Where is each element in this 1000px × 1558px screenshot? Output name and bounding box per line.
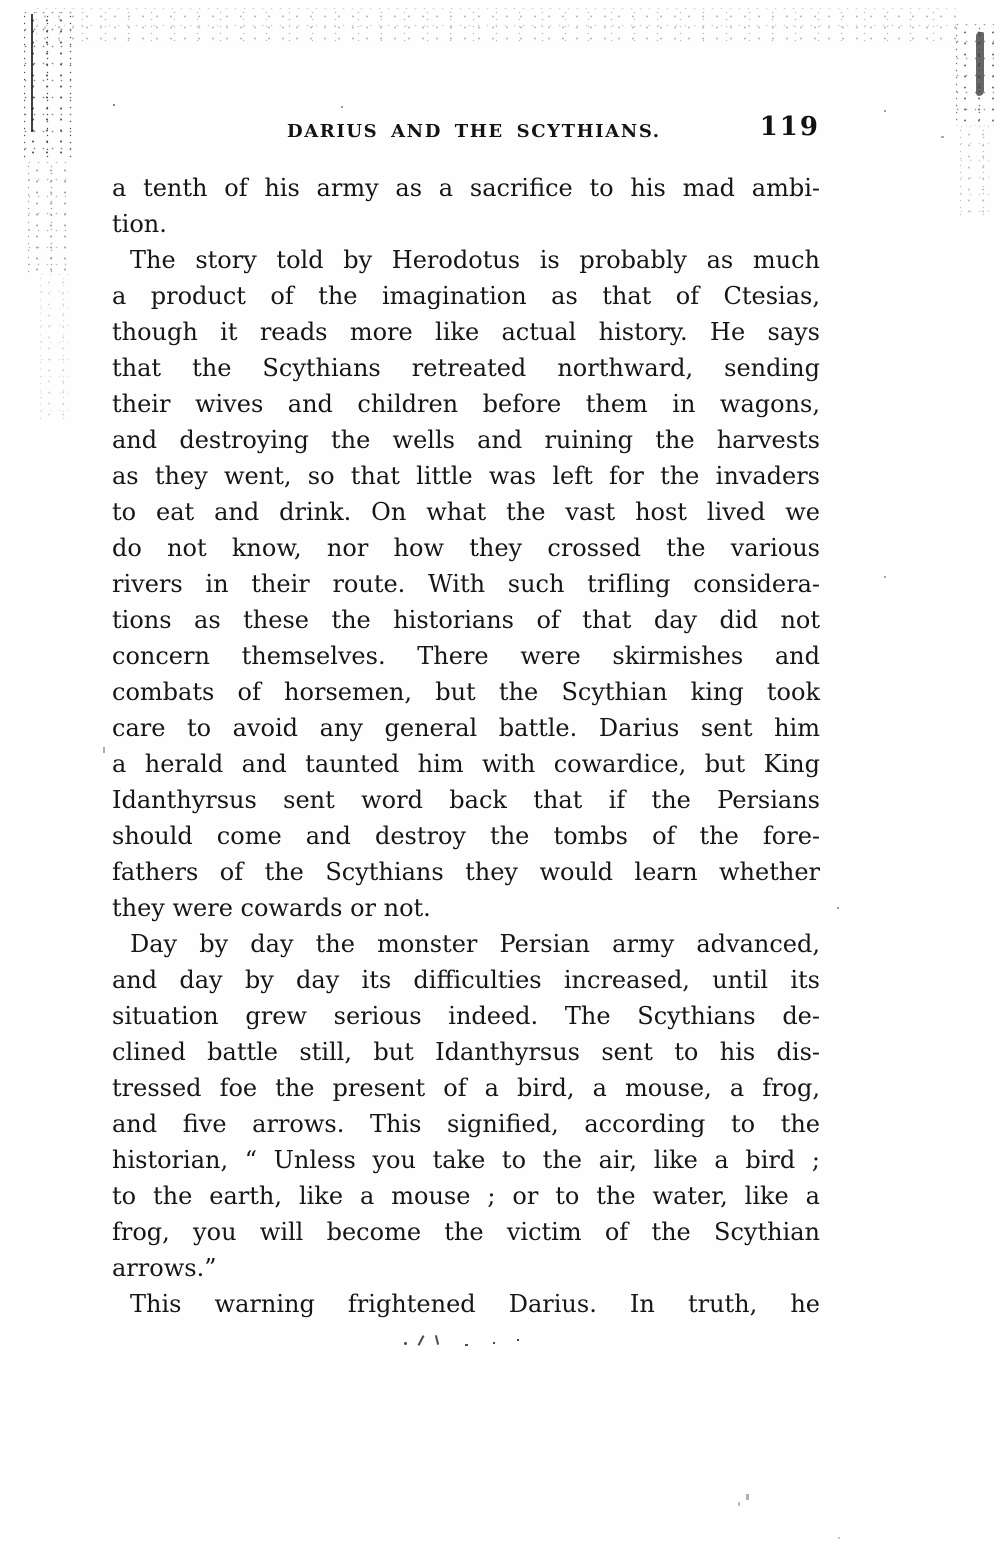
scan-speck	[341, 106, 343, 108]
scan-speck	[837, 907, 839, 909]
scan-speck	[103, 747, 105, 753]
scan-mark	[435, 1335, 439, 1345]
text-line: concern themselves. There were skirmishes and	[112, 642, 820, 670]
scan-speck	[738, 1502, 740, 1506]
scan-noise-left-sparse	[40, 274, 70, 424]
scan-speck	[941, 136, 944, 138]
text-line: do not know, nor how they crossed the various	[112, 534, 820, 562]
scan-noise-right-sparse	[960, 126, 992, 216]
text-line: arrows.”	[112, 1254, 217, 1282]
text-line: to the earth, like a mouse ; or to the water, like a	[112, 1182, 820, 1210]
scan-speck	[884, 576, 886, 578]
text-line: that the Scythians retreated northward, sending	[112, 354, 820, 382]
text-line: fathers of the Scythians they would learn whether	[112, 858, 820, 886]
scan-blotch-right-edge	[976, 32, 984, 96]
scan-speck	[113, 104, 115, 106]
scan-mark	[418, 1335, 425, 1346]
text-line: a product of the imagination as that of Ctesias,	[112, 282, 820, 310]
text-line: clined battle still, but Idanthyrsus sent to his dis-	[112, 1038, 820, 1066]
text-line: situation grew serious indeed. The Scythians de-	[112, 1002, 820, 1030]
text-line: care to avoid any general battle. Darius sent him	[112, 714, 820, 742]
text-line: The story told by Herodotus is probably as much	[130, 246, 820, 274]
text-line: though it reads more like actual history. He says	[112, 318, 820, 346]
text-line: and five arrows. This signified, according to the	[112, 1110, 820, 1138]
scan-speck	[838, 1537, 840, 1539]
running-header-title: DARIUS AND THE SCYTHIANS.	[287, 121, 661, 142]
text-line: tressed foe the present of a bird, a mouse, a frog,	[112, 1074, 820, 1102]
text-line: as they went, so that little was left for the invaders	[112, 462, 820, 490]
scan-mark	[465, 1344, 468, 1346]
scan-speck	[884, 110, 886, 112]
text-line: historian, “ Unless you take to the air, like a bird ;	[112, 1146, 820, 1174]
scan-noise-top-band	[36, 8, 956, 42]
page-text-block	[112, 170, 820, 1322]
text-line: a herald and taunted him with cowardice, but King	[112, 750, 820, 778]
text-line: tion.	[112, 210, 167, 238]
scan-edge-line	[31, 14, 33, 132]
text-line: rivers in their route. With such trifling considera-	[112, 570, 820, 598]
page-number: 119	[759, 112, 820, 142]
text-line: tions as these the historians of that day did not	[112, 606, 820, 634]
text-line: to eat and drink. On what the vast host lived we	[112, 498, 820, 526]
text-line: This warning frightened Darius. In truth, he	[130, 1290, 820, 1318]
text-line: they were cowards or not.	[112, 894, 431, 922]
text-line: a tenth of his army as a sacrifice to his mad ambi-	[112, 174, 820, 202]
text-line: should come and destroy the tombs of the fore-	[112, 822, 820, 850]
text-line: frog, you will become the victim of the Scythian	[112, 1218, 820, 1246]
text-line: their wives and children before them in wagons,	[112, 390, 820, 418]
text-line: combats of horsemen, but the Scythian king took	[112, 678, 820, 706]
text-line: Day by day the monster Persian army advanced,	[130, 930, 820, 958]
scan-speck	[746, 1494, 749, 1500]
text-line: and day by day its difficulties increased, until its	[112, 966, 820, 994]
scan-noise-right-dense	[956, 24, 994, 126]
scan-mark	[404, 1342, 407, 1345]
text-line: Idanthyrsus sent word back that if the Persians	[112, 786, 820, 814]
scan-mark	[517, 1339, 519, 1341]
text-line: and destroying the wells and ruining the harvests	[112, 426, 820, 454]
scan-noise-left-mid	[28, 162, 72, 274]
scan-mark	[493, 1342, 495, 1344]
